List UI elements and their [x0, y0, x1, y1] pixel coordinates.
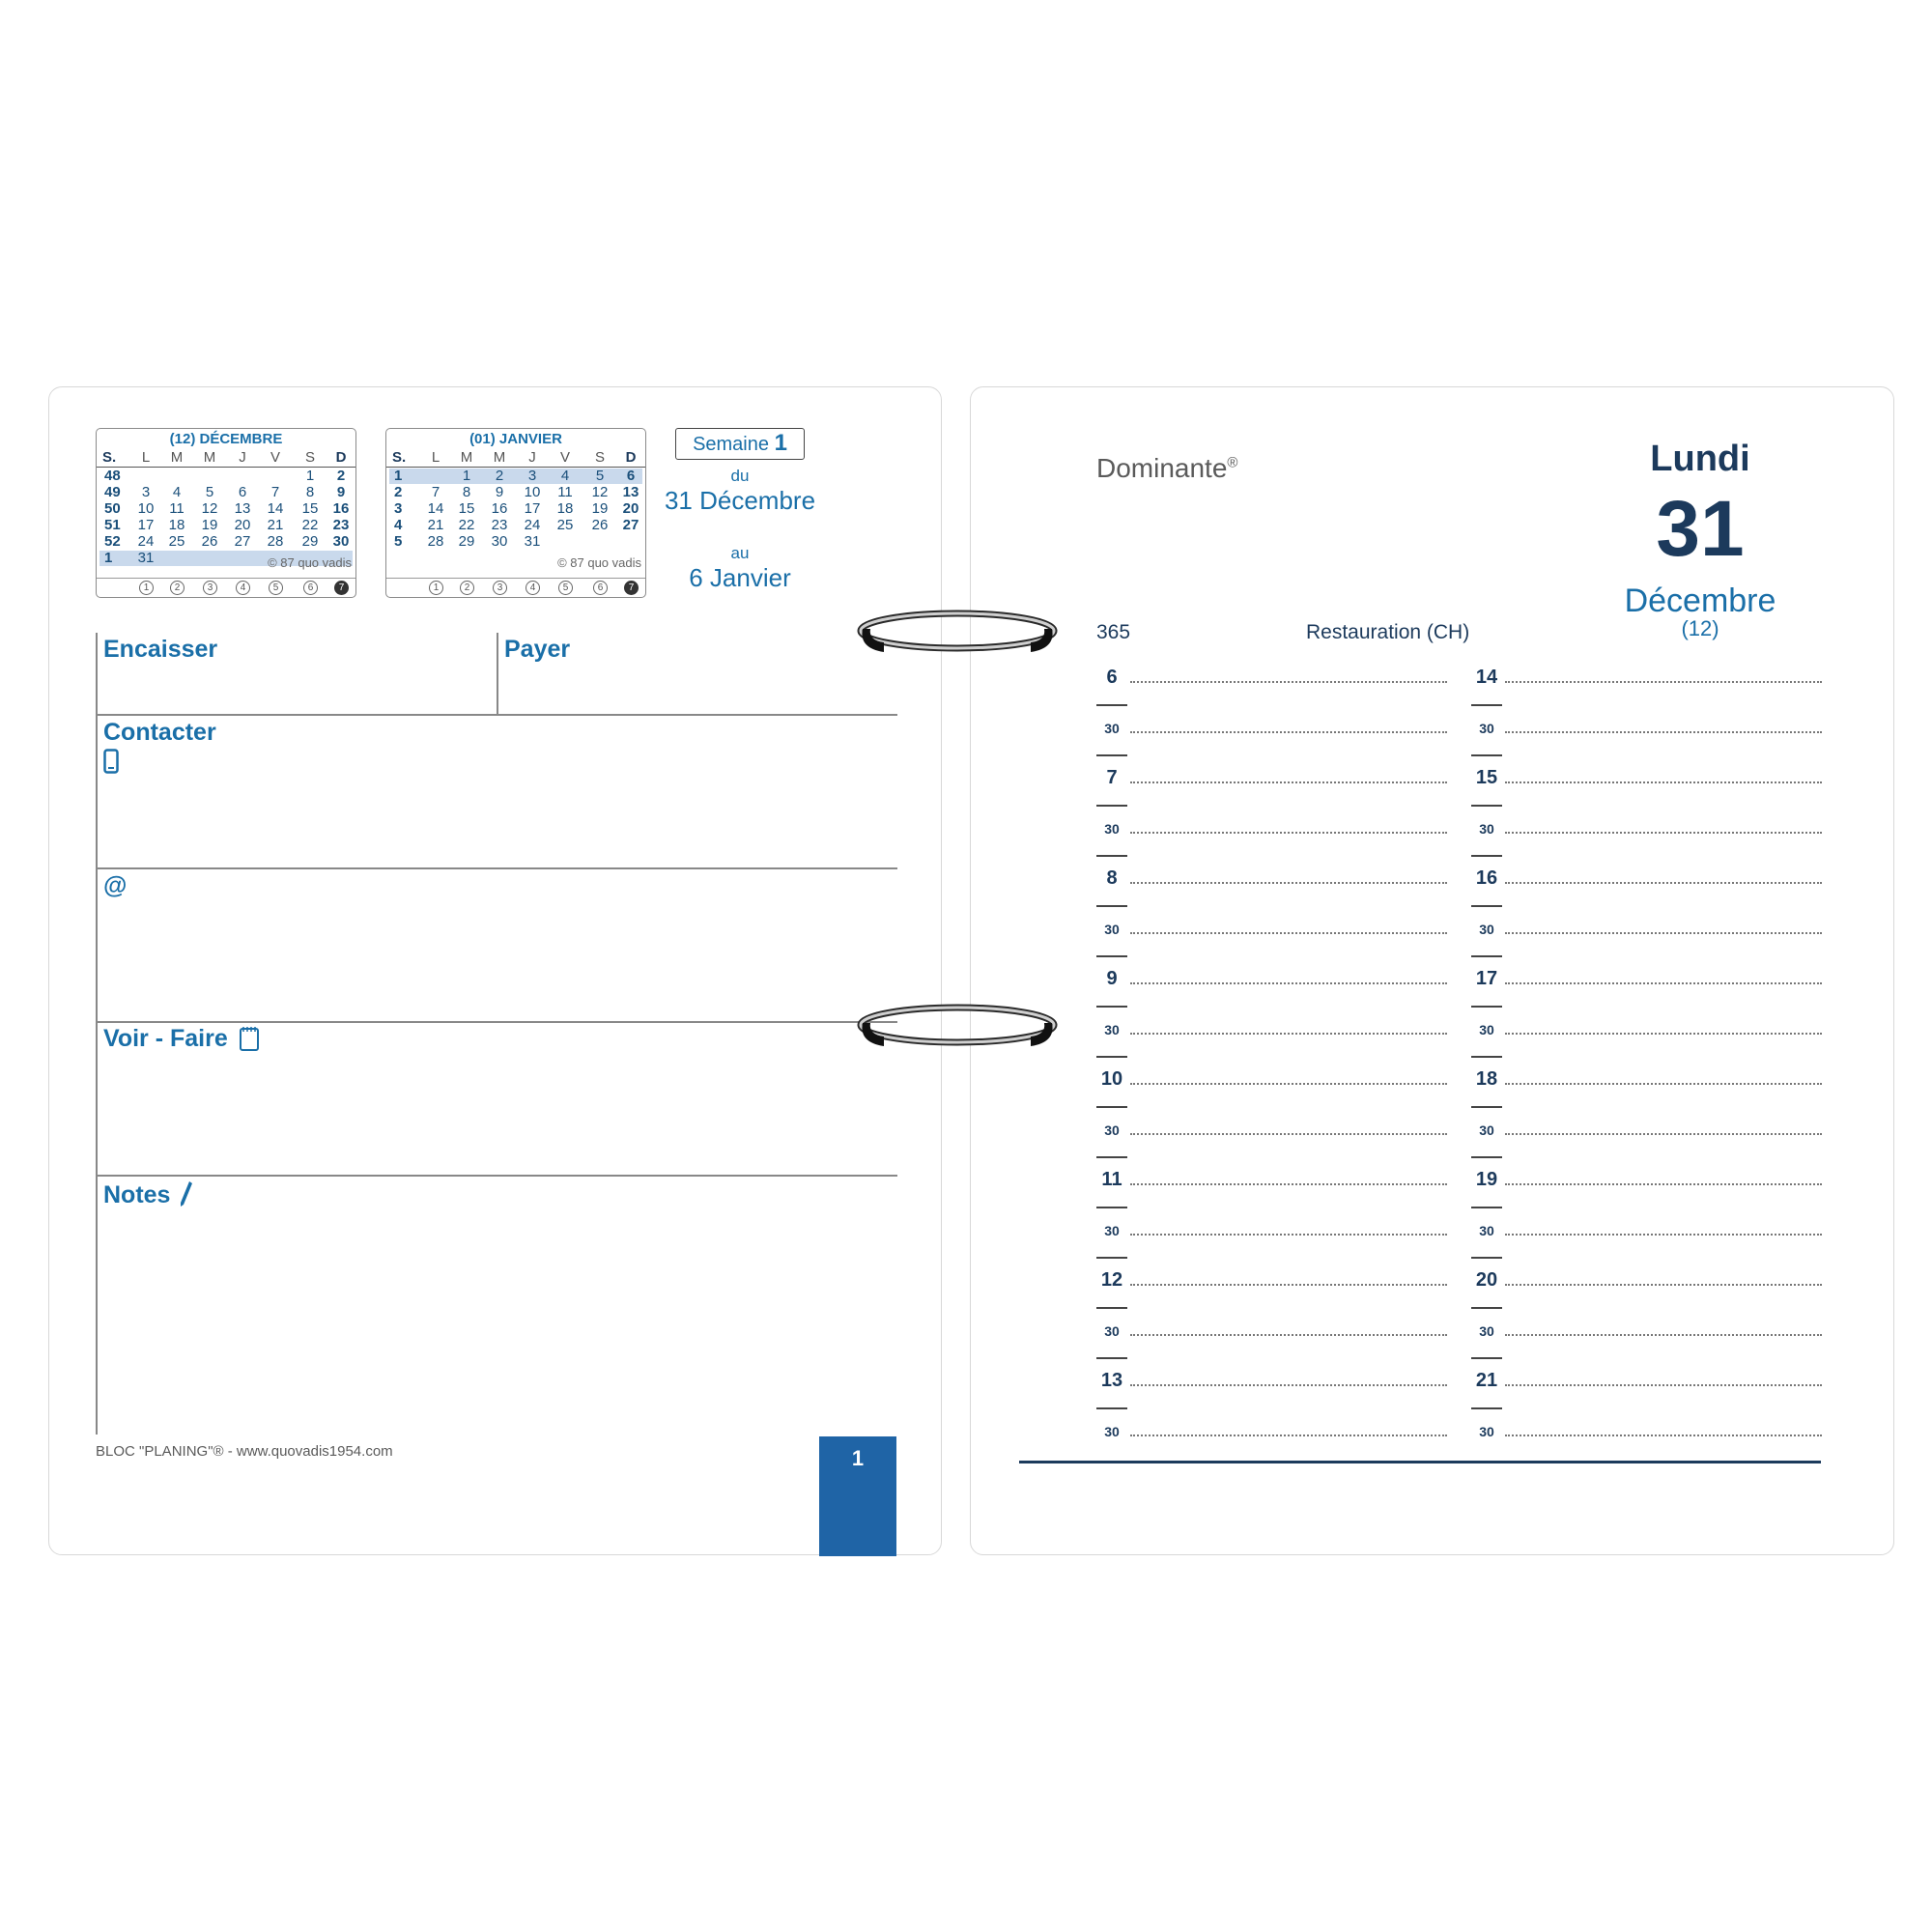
mini-calendar-day: 11 — [557, 484, 573, 500]
mini-calendar-weekday-header: M — [493, 449, 506, 466]
mini-calendar-day: 3 — [141, 484, 151, 500]
voir-faire-label: Voir - Faire — [103, 1025, 228, 1052]
mini-calendar-header-row — [97, 450, 355, 468]
time-slot-line[interactable] — [1130, 882, 1447, 884]
mini-calendar-day: 30 — [491, 533, 508, 550]
page-number-tab — [819, 1436, 896, 1556]
mini-calendar-day: 23 — [332, 517, 350, 533]
week-number-box — [675, 428, 805, 460]
half-hour-label: 30 — [1479, 1122, 1494, 1138]
mini-calendar-weekday-header: V — [270, 449, 280, 466]
time-tick — [1096, 805, 1127, 807]
day-of-year: 365 — [1096, 621, 1131, 643]
hour-label: 16 — [1475, 867, 1498, 889]
mini-calendar-weekday-header: M — [460, 449, 473, 466]
half-hour-label: 30 — [1104, 1022, 1120, 1037]
mini-calendar-day: 8 — [305, 484, 315, 500]
time-slot-line[interactable] — [1505, 832, 1822, 834]
mini-calendar-weekday-header: J — [239, 449, 246, 466]
week-from-word: du — [730, 467, 750, 485]
mini-calendar-day: 2 — [495, 468, 504, 484]
mini-calendar-day: 14 — [427, 500, 444, 517]
time-tick — [1096, 855, 1127, 857]
pencil-icon — [179, 1179, 194, 1213]
half-hour-label: 30 — [1479, 1323, 1494, 1339]
time-slot-line[interactable] — [1130, 1384, 1447, 1386]
page-number: 1 — [851, 1446, 865, 1470]
mini-calendar-title: (01) JANVIER — [469, 431, 562, 447]
time-slot-line[interactable] — [1130, 1033, 1447, 1035]
time-slot-line[interactable] — [1505, 781, 1822, 783]
right-page — [970, 386, 1894, 1555]
mini-calendar-day: 26 — [591, 517, 609, 533]
month-number: (12) — [1681, 616, 1719, 640]
hour-label: 14 — [1475, 667, 1498, 688]
mini-calendar-day: 5 — [205, 484, 214, 500]
mini-calendar-weekday-header: L — [141, 449, 151, 466]
mini-calendar-day: 19 — [591, 500, 609, 517]
mini-calendar-day: 16 — [332, 500, 350, 517]
week-label: Semaine — [693, 434, 769, 455]
mini-calendar-day: 22 — [301, 517, 319, 533]
mini-calendar-day: 12 — [591, 484, 609, 500]
hour-label: 19 — [1475, 1169, 1498, 1190]
mini-calendar-day: 31 — [137, 550, 155, 566]
section-divider — [96, 1175, 897, 1177]
time-tick — [1471, 1407, 1502, 1409]
time-tick — [1471, 905, 1502, 907]
hour-label: 8 — [1106, 867, 1118, 889]
mini-calendar-day: 27 — [234, 533, 251, 550]
mini-calendar-day: 8 — [462, 484, 471, 500]
mini-calendar-day: 11 — [169, 500, 185, 517]
time-slot-line[interactable] — [1505, 731, 1822, 733]
mini-calendar-day: 15 — [458, 500, 475, 517]
weekday-circle: 1 — [429, 581, 443, 595]
mini-calendar-day: 9 — [336, 484, 346, 500]
mini-calendar-day: 15 — [301, 500, 319, 517]
time-slot-line[interactable] — [1505, 1234, 1822, 1236]
time-tick — [1471, 1156, 1502, 1158]
left-margin-line — [96, 633, 98, 1435]
binder-ring-icon — [855, 606, 1060, 656]
mini-calendar-day: 25 — [168, 533, 185, 550]
mini-calendar-day: 29 — [458, 533, 475, 550]
time-tick — [1471, 1307, 1502, 1309]
mini-calendar-header-row — [386, 450, 645, 468]
half-hour-label: 30 — [1104, 1223, 1120, 1238]
half-hour-label: 30 — [1479, 721, 1494, 736]
mini-calendar-day: 27 — [622, 517, 639, 533]
hour-label: 17 — [1475, 968, 1498, 989]
mini-calendar-day: 12 — [201, 500, 218, 517]
mini-calendar-week-number: 4 — [394, 517, 403, 533]
weekday-circle: 7 — [624, 581, 639, 595]
mini-calendar-day: 18 — [556, 500, 574, 517]
half-hour-label: 30 — [1104, 821, 1120, 837]
time-tick — [1471, 704, 1502, 706]
time-tick — [1471, 1006, 1502, 1008]
mini-calendar-week-number: 3 — [394, 500, 403, 517]
time-tick — [1096, 1357, 1127, 1359]
mini-calendar-day: 22 — [458, 517, 475, 533]
mini-calendar-day: 16 — [491, 500, 508, 517]
mini-calendar-weekday-header: M — [170, 449, 184, 466]
mini-calendar-week-number: 1 — [104, 550, 113, 566]
mini-calendar-day: 19 — [201, 517, 218, 533]
mini-calendar-day: 24 — [524, 517, 541, 533]
time-slot-line[interactable] — [1130, 681, 1447, 683]
time-slot-line[interactable] — [1505, 932, 1822, 934]
mini-calendar-day: 21 — [427, 517, 444, 533]
half-hour-label: 30 — [1479, 1022, 1494, 1037]
weekday-circle: 6 — [593, 581, 608, 595]
schedule-bottom-rule — [1019, 1461, 1821, 1463]
hour-label: 12 — [1100, 1269, 1123, 1291]
mini-calendar-day: 26 — [201, 533, 218, 550]
time-slot-line[interactable] — [1505, 1183, 1822, 1185]
mini-calendar-weekday-circles — [97, 578, 355, 596]
time-slot-line[interactable] — [1505, 882, 1822, 884]
mini-calendar-copyright: © 87 quo vadis — [557, 555, 641, 570]
time-slot-line[interactable] — [1130, 932, 1447, 934]
time-tick — [1471, 1106, 1502, 1108]
hour-label: 21 — [1475, 1370, 1498, 1391]
mini-calendar-day: 28 — [267, 533, 284, 550]
mini-calendar-week-number: 49 — [104, 484, 121, 500]
half-hour-label: 30 — [1479, 922, 1494, 937]
time-slot-line[interactable] — [1130, 1284, 1447, 1286]
weekday-circle: 4 — [236, 581, 250, 595]
time-tick — [1471, 955, 1502, 957]
mini-calendar-weekday-header: M — [203, 449, 216, 466]
mini-calendar-week-number: 5 — [394, 533, 403, 550]
half-hour-label: 30 — [1104, 1424, 1120, 1439]
time-slot-line[interactable] — [1130, 781, 1447, 783]
week-number: 1 — [774, 430, 787, 456]
time-slot-line[interactable] — [1130, 1234, 1447, 1236]
mini-calendar-day: 9 — [495, 484, 504, 500]
time-slot-line[interactable] — [1505, 1083, 1822, 1085]
week-from-date: 31 Décembre — [664, 486, 816, 515]
section-divider — [96, 867, 897, 869]
hour-label: 20 — [1475, 1269, 1498, 1291]
left-page — [48, 386, 942, 1555]
time-tick — [1096, 1407, 1127, 1409]
payer-label: Payer — [504, 636, 571, 663]
mini-calendar-day: 10 — [137, 500, 155, 517]
mini-calendar-day: 2 — [336, 468, 346, 484]
time-slot-line[interactable] — [1130, 1083, 1447, 1085]
hour-label: 6 — [1106, 667, 1118, 688]
mini-calendar-week-number: 48 — [104, 468, 121, 484]
section-divider — [96, 1021, 897, 1023]
mini-calendar-copyright: © 87 quo vadis — [268, 555, 352, 570]
mini-calendar-day: 7 — [270, 484, 280, 500]
mini-calendar-week-number: 50 — [104, 500, 121, 517]
time-tick — [1096, 1207, 1127, 1208]
contacter-label: Contacter — [103, 719, 216, 746]
email-at-label: @ — [103, 872, 128, 899]
mini-calendar-day: 5 — [595, 468, 605, 484]
time-tick — [1096, 955, 1127, 957]
half-hour-label: 30 — [1104, 1323, 1120, 1339]
time-slot-line[interactable] — [1505, 982, 1822, 984]
weekday-circle: 5 — [558, 581, 573, 595]
encaisser-payer-divider — [497, 633, 498, 714]
mini-calendar-day: 4 — [560, 468, 570, 484]
mini-calendar-day: 18 — [168, 517, 185, 533]
mini-calendar-january — [385, 428, 646, 598]
time-tick — [1096, 1106, 1127, 1108]
mini-calendar-day: 29 — [301, 533, 319, 550]
weekday-circle: 7 — [334, 581, 349, 595]
time-slot-line[interactable] — [1505, 1384, 1822, 1386]
weekday-circle: 6 — [303, 581, 318, 595]
mini-calendar-day: 20 — [622, 500, 639, 517]
time-slot-line[interactable] — [1130, 832, 1447, 834]
mini-calendar-day: 31 — [524, 533, 541, 550]
hour-label: 18 — [1475, 1068, 1498, 1090]
mini-calendar-day: 24 — [137, 533, 155, 550]
hour-label: 13 — [1100, 1370, 1123, 1391]
mini-calendar-weekday-header: V — [559, 449, 570, 466]
time-tick — [1471, 1207, 1502, 1208]
weekday-circle: 3 — [493, 581, 507, 595]
time-slot-line[interactable] — [1130, 1334, 1447, 1336]
half-hour-label: 30 — [1104, 1122, 1120, 1138]
time-tick — [1471, 754, 1502, 756]
brand-text: Dominante — [1096, 453, 1228, 483]
mini-calendar-weekday-header: D — [625, 449, 637, 466]
section-divider — [96, 714, 897, 716]
mini-calendar-week-number: 52 — [104, 533, 121, 550]
time-tick — [1096, 1156, 1127, 1158]
mini-calendar-weekday-header: S — [304, 449, 315, 466]
mini-calendar-day: 6 — [238, 484, 247, 500]
time-tick — [1471, 1056, 1502, 1058]
time-slot-line[interactable] — [1505, 1033, 1822, 1035]
mini-calendar-weekday-header: D — [335, 449, 347, 466]
mini-calendar-day: 17 — [524, 500, 541, 517]
mini-calendar-week-number: 1 — [394, 468, 403, 484]
half-hour-label: 30 — [1479, 1223, 1494, 1238]
mini-calendar-weekday-header: J — [528, 449, 536, 466]
mini-calendar-december — [96, 428, 356, 598]
time-slot-line[interactable] — [1130, 1435, 1447, 1436]
notes-label: Notes — [103, 1181, 171, 1208]
weekday-circle: 5 — [269, 581, 283, 595]
time-tick — [1096, 905, 1127, 907]
mini-calendar-weekday-header: S. — [102, 449, 117, 466]
time-tick — [1471, 805, 1502, 807]
brand-registered-mark: ® — [1227, 454, 1238, 471]
time-tick — [1096, 704, 1127, 706]
encaisser-label: Encaisser — [103, 636, 218, 663]
mini-calendar-title: (12) DÉCEMBRE — [169, 431, 283, 447]
mini-calendar-day: 20 — [234, 517, 251, 533]
mobile-phone-icon — [103, 749, 119, 779]
mini-calendar-weekday-header: L — [431, 449, 440, 466]
time-tick — [1096, 1307, 1127, 1309]
hour-label: 9 — [1106, 968, 1118, 989]
week-to-word: au — [730, 544, 750, 562]
mini-calendar-day: 3 — [527, 468, 537, 484]
mini-calendar-day: 4 — [172, 484, 182, 500]
mini-calendar-week-number: 2 — [394, 484, 403, 500]
time-slot-line[interactable] — [1130, 1133, 1447, 1135]
mini-calendar-day: 23 — [491, 517, 508, 533]
time-slot-line[interactable] — [1505, 681, 1822, 683]
hour-label: 11 — [1101, 1169, 1122, 1190]
mini-calendar-day: 17 — [137, 517, 155, 533]
mini-calendar-day: 6 — [626, 468, 636, 484]
brand-name — [1096, 453, 1237, 484]
time-slot-line[interactable] — [1505, 1284, 1822, 1286]
time-tick — [1471, 855, 1502, 857]
weekday-circle: 2 — [460, 581, 474, 595]
time-slot-line[interactable] — [1130, 982, 1447, 984]
time-slot-line[interactable] — [1505, 1334, 1822, 1336]
half-hour-label: 30 — [1104, 721, 1120, 736]
mini-calendar-day: 28 — [427, 533, 444, 550]
week-to-date: 6 Janvier — [689, 563, 791, 592]
mini-calendar-day: 25 — [556, 517, 574, 533]
mini-calendar-day: 14 — [267, 500, 284, 517]
mini-calendar-day: 1 — [305, 468, 315, 484]
weekday: Lundi — [1650, 439, 1750, 479]
weekday-circle: 3 — [203, 581, 217, 595]
time-slot-line[interactable] — [1505, 1435, 1822, 1436]
month-name: Décembre — [1624, 582, 1776, 619]
footer-text: BLOC "PLANING"® - www.quovadis1954.com — [96, 1443, 393, 1460]
mini-calendar-day: 13 — [622, 484, 639, 500]
notepad-icon — [239, 1025, 260, 1057]
weekday-circle: 2 — [170, 581, 185, 595]
weekday-circle: 1 — [139, 581, 154, 595]
hour-label: 10 — [1100, 1068, 1123, 1090]
mini-calendar-weekday-header: S — [594, 449, 605, 466]
binder-ring-icon — [855, 1000, 1060, 1050]
mini-calendar-weekday-header: S. — [392, 449, 407, 466]
hour-label: 7 — [1106, 767, 1118, 788]
hour-label: 15 — [1475, 767, 1498, 788]
mini-calendar-day: 21 — [267, 517, 284, 533]
half-hour-label: 30 — [1479, 821, 1494, 837]
half-hour-label: 30 — [1479, 1424, 1494, 1439]
weekday-circle: 4 — [526, 581, 540, 595]
mini-calendar-weekday-circles — [386, 578, 645, 596]
mini-calendar-day: 1 — [462, 468, 471, 484]
holiday-event: Restauration (CH) — [1306, 621, 1470, 643]
time-tick — [1096, 754, 1127, 756]
time-tick — [1471, 1257, 1502, 1259]
mini-calendar-day: 7 — [431, 484, 440, 500]
time-tick — [1471, 1357, 1502, 1359]
time-slot-line[interactable] — [1505, 1133, 1822, 1135]
mini-calendar-day: 10 — [524, 484, 541, 500]
day-number: 31 — [1656, 485, 1745, 573]
time-tick — [1096, 1006, 1127, 1008]
mini-calendar-week-number: 51 — [104, 517, 121, 533]
time-tick — [1096, 1257, 1127, 1259]
time-slot-line[interactable] — [1130, 731, 1447, 733]
mini-calendar-day: 13 — [234, 500, 251, 517]
mini-calendar-day: 30 — [332, 533, 350, 550]
time-tick — [1096, 1056, 1127, 1058]
half-hour-label: 30 — [1104, 922, 1120, 937]
time-slot-line[interactable] — [1130, 1183, 1447, 1185]
